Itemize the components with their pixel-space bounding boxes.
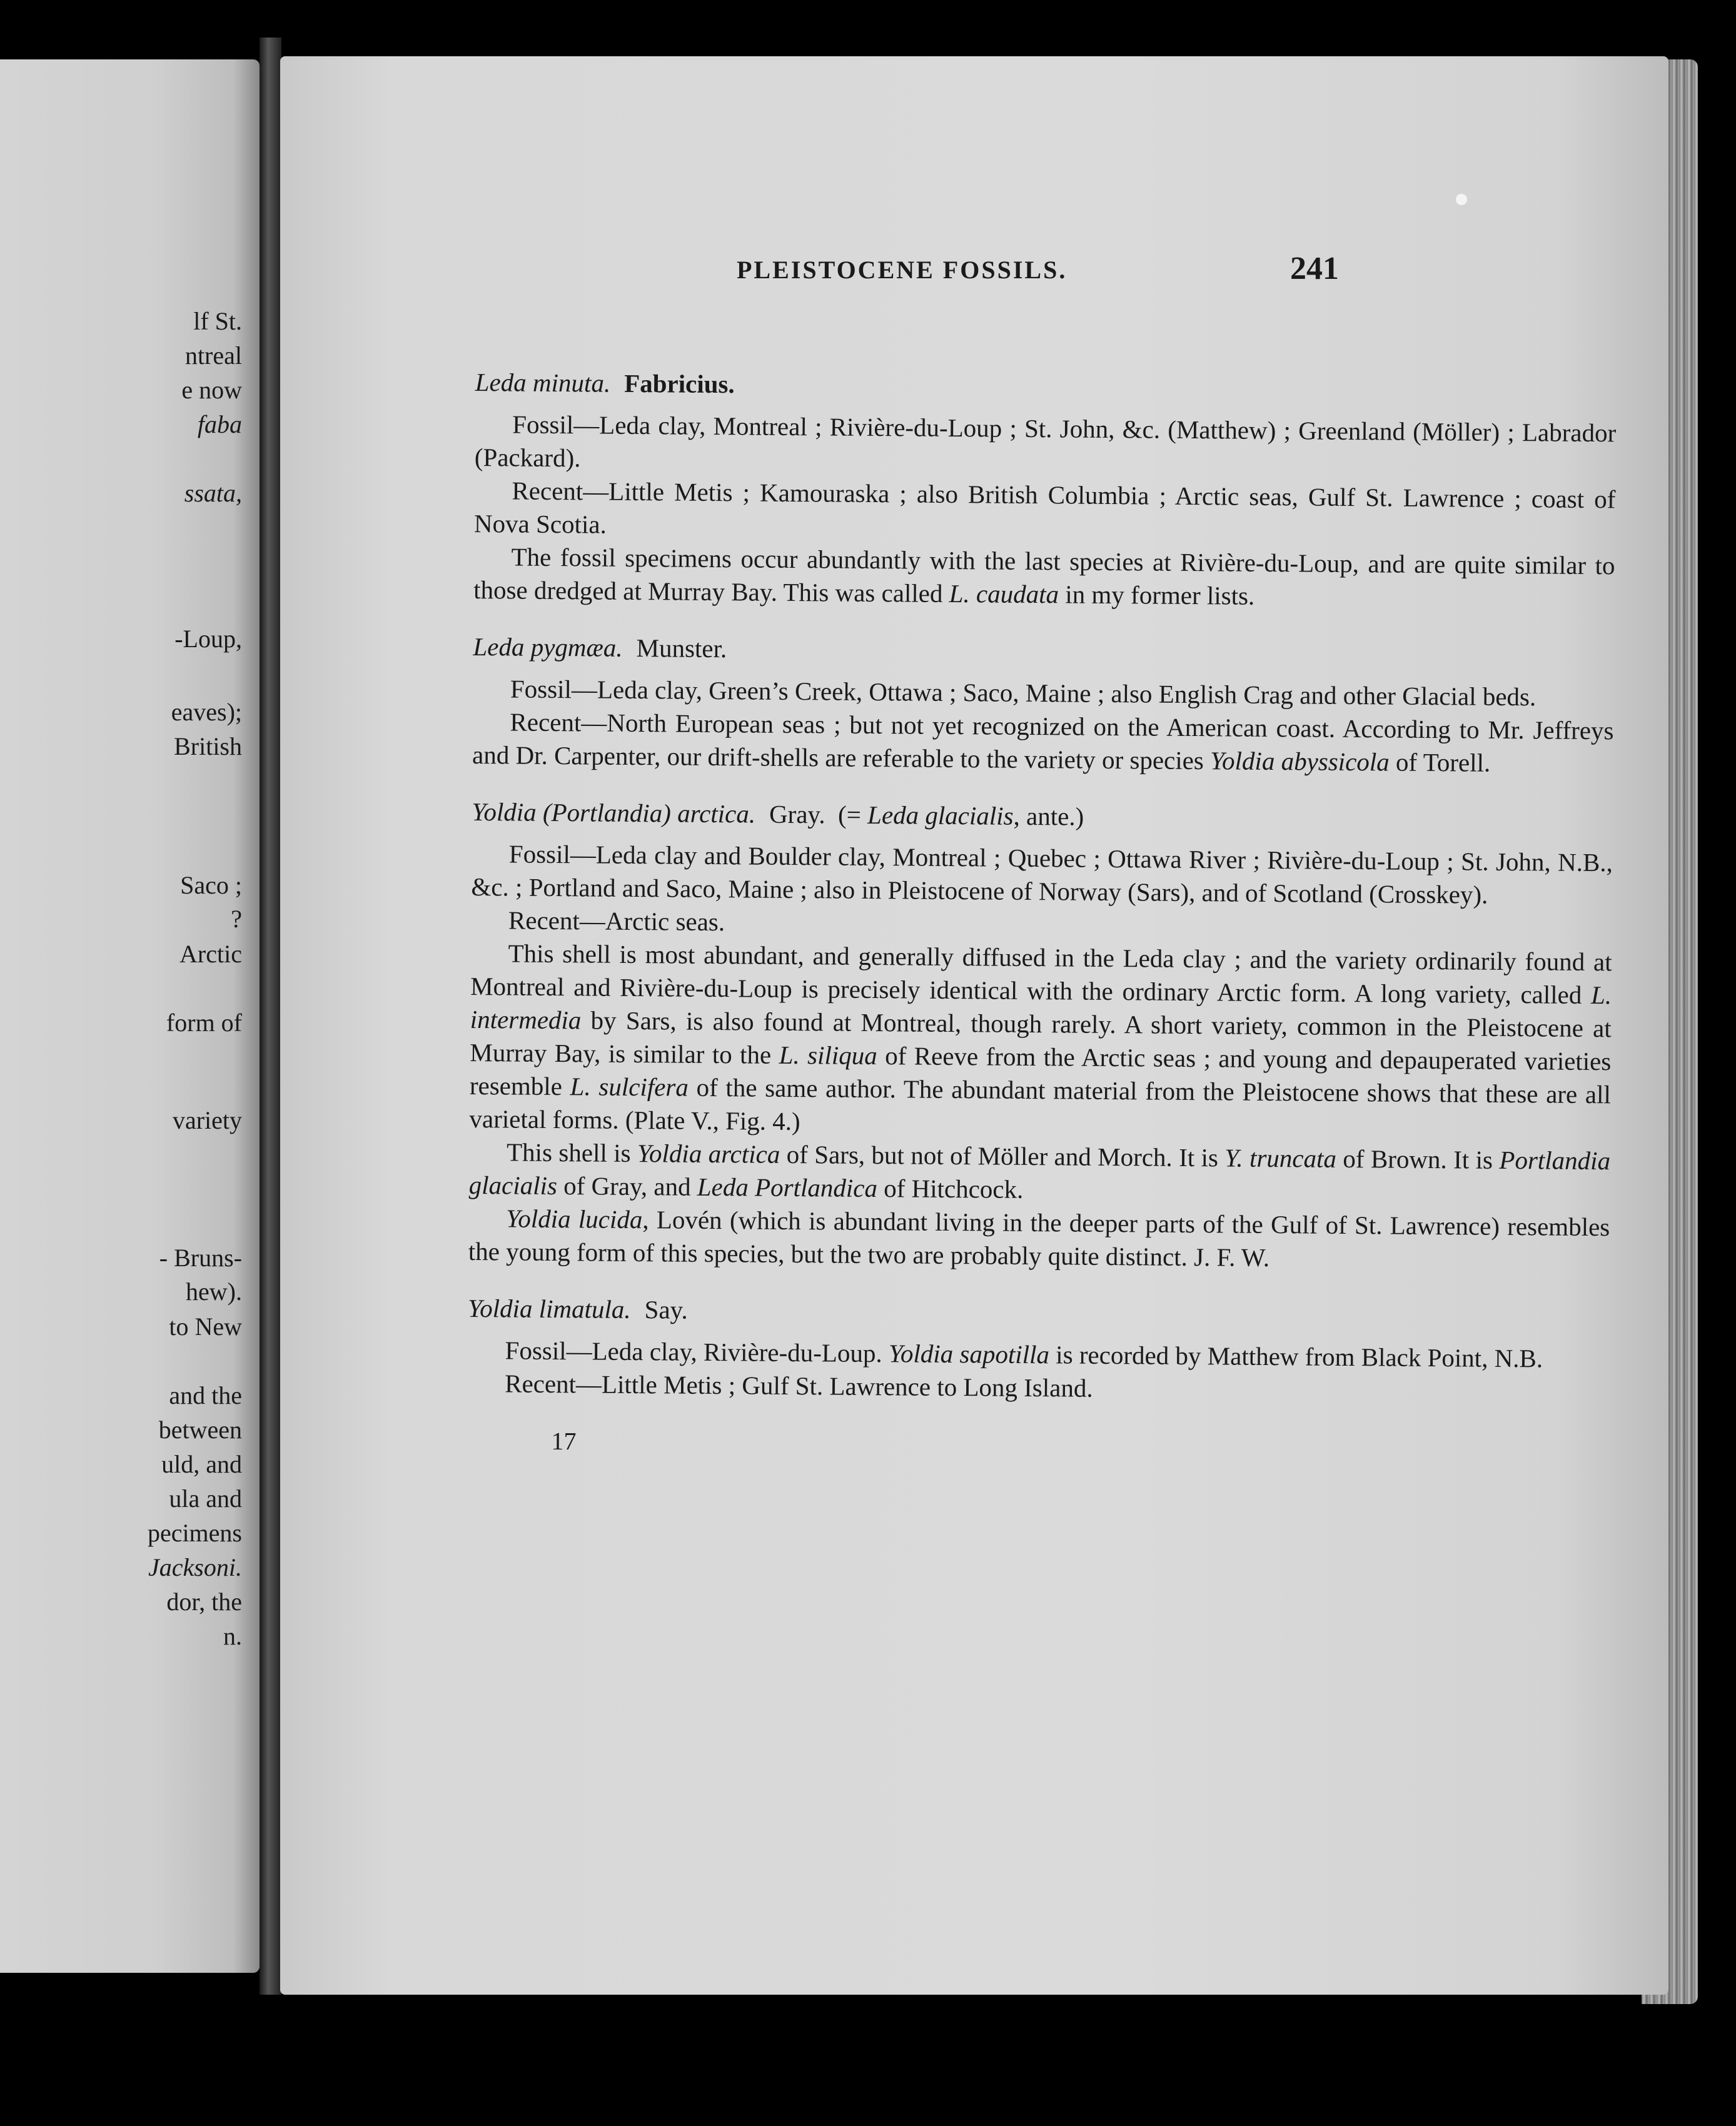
- text-run: of Gray, and: [557, 1171, 698, 1201]
- text-run: Recent—Little Metis ; Kamouraska ; also British Columbia ; Arctic seas, Gulf St. Lawrence ; coast of Nova Scotia.: [473, 476, 1616, 539]
- left-page-text-fragment: - Bruns-: [159, 1244, 242, 1272]
- italic-taxon: Yoldia lucida: [506, 1204, 643, 1234]
- species-heading: [468, 1292, 1609, 1334]
- left-page-text-fragment: ?: [231, 905, 242, 933]
- italic-taxon: L. siliqua: [779, 1040, 877, 1071]
- left-page-text-fragment: faba: [197, 410, 242, 438]
- synonym-open: (=: [825, 800, 868, 829]
- text-run: by Sars, is also found at Montreal, though rarely. A short variety, common in the Pleistocene at Murray Bay, is similar to the: [470, 1005, 1612, 1069]
- italic-taxon: Yoldia abyssicola: [1209, 746, 1390, 777]
- species-author: Munster.: [636, 633, 727, 663]
- page-body: [467, 366, 1617, 1466]
- synonym-name: Leda glacialis: [867, 800, 1014, 830]
- species-name: Yoldia limatula.: [467, 1293, 631, 1324]
- paper-speck: [1456, 194, 1467, 205]
- running-head: [280, 251, 1668, 305]
- text-run: of Brown. It is: [1336, 1144, 1500, 1174]
- left-page-text-fragment: lf St.: [193, 307, 242, 335]
- species-entry: [468, 795, 1613, 1277]
- species-heading: [475, 366, 1617, 408]
- text-run: The fossil specimens occur abundantly with the last species at Rivière-du-Loup, and are quite similar to those dredged at Murray Bay. This was called: [473, 542, 1615, 608]
- species-name: Leda minuta.: [475, 367, 611, 398]
- left-page-text-fragment: Arctic: [179, 940, 242, 968]
- synonym-close: , ante.): [1013, 801, 1084, 831]
- text-run: is recorded by Matthew from Black Point, N.B.: [1049, 1340, 1543, 1373]
- left-page-text-fragment: Jacksoni.: [148, 1553, 242, 1581]
- text-run: Recent—North European seas ; but not yet recognized on the American coast. According to Mr. Jeffreys and Dr. Carpenter, our drift-shells are referable to the variety or species: [472, 707, 1614, 775]
- left-page-text-fragment: form of: [166, 1009, 242, 1037]
- left-page-text-fragment: variety: [172, 1106, 242, 1134]
- left-page-text-fragment: ntreal: [184, 341, 242, 370]
- body-paragraph: [472, 705, 1614, 780]
- text-run: of Sars, but not of Möller and Morch. It is: [780, 1139, 1225, 1172]
- italic-taxon: Leda Portlandica: [697, 1172, 878, 1203]
- signature-mark: 17: [551, 1427, 577, 1456]
- left-page-text-fragment: uld, and: [161, 1450, 242, 1478]
- species-entry: [472, 630, 1615, 780]
- italic-taxon: Yoldia sapotilla: [888, 1339, 1050, 1369]
- species-author: Fabricius.: [624, 368, 735, 399]
- italic-taxon: L. caudata: [949, 578, 1059, 609]
- body-paragraph: [468, 1136, 1610, 1211]
- text-run: Fossil—Leda clay, Green’s Creek, Ottawa ; Saco, Maine ; also English Crag and other Glacial beds.: [510, 674, 1537, 712]
- text-run: Fossil—Leda clay, Montreal ; Rivière-du-Loup ; St. John, &c. (Matthew) ; Greenland (Möller) ; Labrador (Packard).: [474, 410, 1617, 473]
- left-page-text-fragment: e now: [181, 376, 242, 404]
- body-paragraph: [468, 1202, 1610, 1277]
- text-run: Recent—Little Metis ; Gulf St. Lawrence to Long Island.: [505, 1369, 1093, 1403]
- species-name: Yoldia (Portlandia) arctica.: [472, 797, 756, 829]
- left-page-text-fragment: and the: [169, 1381, 242, 1409]
- text-run: Fossil—Leda clay and Boulder clay, Montreal ; Quebec ; Ottawa River ; Rivière-du-Loup ; St. John, N.B., &c. ; Portland and Saco, Maine ; also in Pleistocene of Norway (Sars), and of Scotland (Crosskey).: [471, 839, 1613, 909]
- page-number: 241: [1290, 251, 1339, 286]
- left-page-text-fragment: eaves);: [171, 698, 242, 726]
- running-title: PLEISTOCENE FOSSILS.: [737, 256, 1067, 284]
- left-page-text-fragment: n.: [223, 1622, 242, 1650]
- text-run: Fossil—Leda clay, Rivière-du-Loup.: [505, 1336, 889, 1368]
- body-paragraph: [471, 837, 1613, 912]
- previous-page-fragment: [0, 59, 260, 1973]
- italic-taxon: Y. truncata: [1224, 1143, 1337, 1173]
- text-run: Recent—Arctic seas.: [508, 905, 725, 937]
- species-name: Leda pygmæa.: [473, 632, 623, 662]
- species-heading: [473, 630, 1614, 672]
- left-page-text-fragment: hew).: [186, 1277, 242, 1306]
- book-page: [280, 56, 1668, 1995]
- book-gutter: [260, 38, 281, 1995]
- left-page-text-fragment: ula and: [169, 1484, 242, 1513]
- text-run: This shell is: [506, 1137, 638, 1168]
- left-page-text-fragment: pecimens: [147, 1519, 242, 1547]
- left-page-text-fragment: -Loup,: [174, 625, 242, 653]
- text-run: of Hitchcock.: [877, 1174, 1024, 1204]
- species-author: Say.: [644, 1295, 688, 1324]
- left-page-text-fragment: to New: [169, 1312, 242, 1341]
- left-page-text-fragment: between: [158, 1416, 242, 1444]
- italic-taxon: L. sulcifera: [570, 1072, 689, 1102]
- text-run: in my former lists.: [1058, 580, 1255, 610]
- italic-taxon: Portlandia glacialis: [468, 1145, 1611, 1201]
- italic-taxon: L. intermedia: [470, 980, 1612, 1035]
- body-paragraph: [474, 474, 1616, 549]
- italic-taxon: Yoldia arctica: [637, 1139, 780, 1169]
- species-heading: [472, 795, 1613, 837]
- species-entry: [467, 1292, 1609, 1409]
- left-page-text-fragment: ssata,: [184, 479, 242, 507]
- left-page-text-fragment: dor, the: [166, 1588, 242, 1616]
- text-run: This shell is most abundant, and generally diffused in the Leda clay ; and the variety ordinarily found at Montreal and Rivière-du-Loup is precisely identical with the ordinary Arctic form. A long variety, called: [470, 939, 1612, 1010]
- left-page-text-fragment: Saco ;: [180, 871, 242, 899]
- species-author: Gray.: [769, 799, 825, 829]
- body-paragraph: [469, 937, 1612, 1144]
- body-paragraph: [475, 408, 1617, 483]
- body-paragraph: [473, 540, 1615, 615]
- species-entry: [473, 366, 1617, 615]
- left-page-text-fragment: British: [174, 732, 242, 760]
- text-run: , Lovén (which is abundant living in the deeper parts of the Gulf of St. Lawrence) resembles the young form of this species, but the two are probably quite distinct. J. F. W.: [468, 1205, 1610, 1272]
- text-run: of Torell.: [1389, 747, 1491, 777]
- text-run: of the same author. The abundant material from the Pleistocene shows that these are all varietal forms. (Plate V., Fig. 4.): [469, 1072, 1612, 1136]
- text-run: of Reeve from the Arctic seas ; and young and depauperated varieties resemble: [469, 1041, 1612, 1101]
